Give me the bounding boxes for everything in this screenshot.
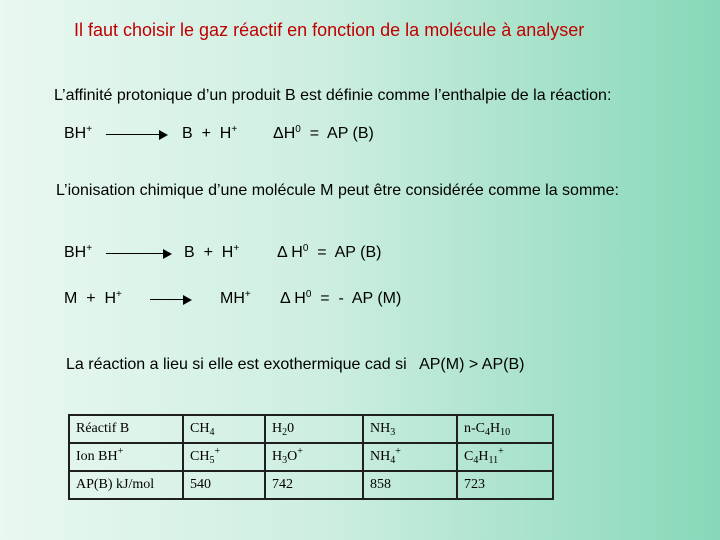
- table-cell: $C_4H_{11}^+$: [457, 443, 553, 471]
- eq2-enthalpy: Δ $H^0$ = AP (B): [277, 243, 382, 261]
- eq1-product: B + H+: [182, 124, 238, 142]
- table-cell: AP(B) kJ/mol: [69, 471, 183, 499]
- proton-affinity-table: [68, 414, 554, 500]
- eq3-arrow: [150, 293, 192, 307]
- exothermic-condition: La réaction a lieu si elle est exothermique cad si AP(M) > AP(B): [66, 356, 525, 373]
- table-cell: $CH_5^+$: [183, 443, 265, 471]
- table-cell: $H_3O^+$: [265, 443, 363, 471]
- table-row: [69, 471, 553, 499]
- table-cell: Ion BH+: [69, 443, 183, 471]
- eq3-reactant: M + H+: [64, 289, 122, 307]
- table-cell: 742: [265, 471, 363, 499]
- affinity-definition: L’affinité protonique d’un produit B est définie comme l’enthalpie de la réaction:: [54, 87, 612, 104]
- eq1-arrow: [106, 128, 168, 142]
- table-cell: $NH_3$: [363, 415, 457, 443]
- table-cell: $H_20$: [265, 415, 363, 443]
- table-row: [69, 415, 553, 443]
- eq2-arrow: [106, 247, 172, 261]
- eq3-product: MH+: [220, 289, 251, 307]
- eq2-product: B + H+: [184, 243, 240, 261]
- eq1-enthalpy: $\Delta H^0$ = AP (B): [273, 124, 374, 142]
- table-cell: 540: [183, 471, 265, 499]
- table-cell: 858: [363, 471, 457, 499]
- eq1-reactant: BH+: [64, 124, 93, 142]
- ionisation-definition: L’ionisation chimique d’une molécule M peut être considérée comme la somme:: [56, 182, 619, 199]
- table-cell: Réactif B: [69, 415, 183, 443]
- table-cell: $n-C_4H_{10}$: [457, 415, 553, 443]
- eq2-reactant: BH+: [64, 243, 93, 261]
- table-cell: $NH_4^+$: [363, 443, 457, 471]
- table-cell: 723: [457, 471, 553, 499]
- slide-title: Il faut choisir le gaz réactif en fonction de la molécule à analyser: [74, 20, 585, 40]
- eq3-enthalpy: Δ $H^0$ = - AP (M): [280, 289, 402, 307]
- table-cell: $CH_4$: [183, 415, 265, 443]
- table-row: [69, 443, 553, 471]
